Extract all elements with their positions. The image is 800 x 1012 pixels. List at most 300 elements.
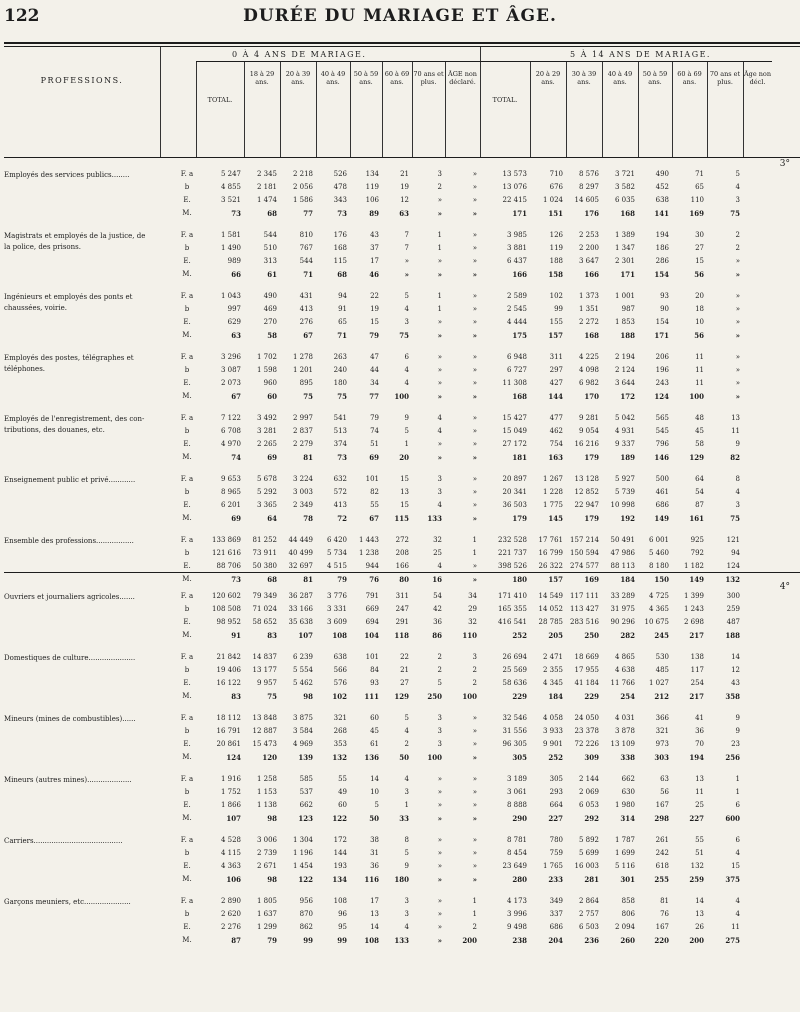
profession-label: Carriers........................................: [4, 837, 123, 845]
table-cell: 9: [404, 862, 409, 870]
table-cell: 1 043: [220, 292, 241, 300]
table-cell: 98: [303, 692, 313, 701]
table-cell: 669: [365, 605, 379, 613]
table-cell: 232 528: [498, 536, 527, 544]
table-cell: 416 541: [498, 618, 527, 626]
row-kind: F. a: [180, 897, 194, 905]
table-cell: 63: [231, 331, 241, 340]
table-cell: 4 855: [220, 183, 241, 191]
table-cell: 168: [620, 209, 635, 218]
table-cell: 5 116: [614, 862, 635, 870]
column-tick: [743, 150, 744, 157]
table-cell: 3 776: [326, 592, 347, 600]
section-marker-3: 3°: [779, 159, 790, 169]
table-cell: 154: [654, 270, 669, 279]
table-cell: 4 115: [220, 849, 241, 857]
table-cell: 6 239: [292, 653, 313, 661]
table-cell: 710: [549, 170, 563, 178]
table-cell: 5 699: [578, 849, 599, 857]
table-cell: 19: [370, 305, 379, 313]
table-cell: 2 471: [542, 653, 563, 661]
table-cell: 4: [404, 379, 409, 387]
column-tick: [350, 150, 351, 157]
column-tick: [638, 150, 639, 157]
row-kind: b: [184, 605, 190, 613]
table-cell: 26 322: [538, 562, 563, 570]
column-header: Âge non décl.: [743, 70, 772, 86]
table-cell: 171 410: [498, 592, 527, 600]
table-cell: »: [437, 209, 442, 218]
table-cell: 124: [226, 753, 241, 762]
table-cell: 252: [548, 753, 563, 762]
table-cell: 5 042: [614, 414, 635, 422]
table-cell: 79: [267, 936, 277, 945]
table-cell: 138: [690, 653, 704, 661]
table-cell: »: [437, 814, 442, 823]
table-cell: 167: [655, 923, 669, 931]
table-cell: »: [472, 514, 477, 523]
table-cell: 75: [337, 392, 347, 401]
table-cell: 15 049: [502, 427, 527, 435]
table-cell: 157 214: [570, 536, 599, 544]
table-cell: 61: [267, 270, 277, 279]
table-cell: 48: [695, 414, 704, 422]
table-cell: 686: [549, 923, 563, 931]
table-cell: 100: [427, 753, 442, 762]
table-cell: 136: [364, 753, 379, 762]
table-cell: 2 355: [542, 666, 563, 674]
table-cell: 70: [695, 740, 704, 748]
table-cell: 987: [621, 305, 635, 313]
table-cell: »: [472, 453, 477, 462]
table-cell: 73: [337, 453, 347, 462]
table-cell: 461: [655, 488, 669, 496]
table-cell: 13 076: [502, 183, 527, 191]
table-cell: 541: [333, 414, 347, 422]
table-cell: 1 490: [220, 244, 241, 252]
table-cell: 66: [231, 270, 241, 279]
table-cell: 4: [404, 923, 409, 931]
table-cell: 4 345: [542, 679, 563, 687]
table-cell: 65: [338, 318, 347, 326]
table-cell: 4 970: [220, 440, 241, 448]
table-cell: 3 878: [614, 727, 635, 735]
table-cell: 4: [404, 775, 409, 783]
table-cell: 64: [267, 514, 277, 523]
row-kind: F. a: [180, 836, 194, 844]
table-cell: 2 253: [578, 231, 599, 239]
table-cell: »: [437, 453, 442, 462]
column-tick: [196, 150, 197, 157]
table-cell: »: [472, 836, 477, 844]
table-cell: 36: [433, 618, 442, 626]
table-cell: 186: [655, 244, 669, 252]
table-cell: 250: [427, 692, 442, 701]
table-cell: 2 124: [614, 366, 635, 374]
table-cell: 1: [472, 897, 477, 905]
table-cell: 188: [620, 331, 635, 340]
table-cell: 353: [333, 740, 347, 748]
table-cell: 13 109: [610, 740, 635, 748]
table-cell: 79 349: [252, 592, 277, 600]
table-cell: 5: [404, 427, 409, 435]
column-header: TOTAL.: [207, 96, 233, 104]
table-cell: 3 875: [292, 714, 313, 722]
table-cell: 478: [333, 183, 347, 191]
table-cell: 24 050: [574, 714, 599, 722]
table-cell: 107: [226, 814, 241, 823]
table-cell: 118: [394, 631, 409, 640]
table-cell: 321: [655, 727, 669, 735]
table-cell: 6 053: [578, 801, 599, 809]
table-cell: 9 281: [578, 414, 599, 422]
table-cell: 1: [735, 788, 740, 796]
table-cell: 989: [227, 257, 241, 265]
table-cell: 13 177: [252, 666, 277, 674]
table-cell: 6 948: [506, 353, 527, 361]
table-cell: 171: [620, 270, 635, 279]
table-cell: 1 243: [683, 605, 704, 613]
table-cell: 4: [735, 897, 740, 905]
table-cell: »: [437, 836, 442, 844]
table-cell: 1 399: [683, 592, 704, 600]
table-cell: 11: [731, 923, 740, 931]
table-cell: 3: [735, 196, 740, 204]
table-cell: 150: [654, 575, 669, 584]
table-cell: 3 933: [542, 727, 563, 735]
table-cell: 32 546: [502, 714, 527, 722]
table-cell: 15 427: [502, 414, 527, 422]
column-tick: [316, 150, 317, 157]
table-cell: »: [437, 775, 442, 783]
table-cell: »: [472, 488, 477, 496]
table-cell: 4: [404, 727, 409, 735]
table-cell: 69: [267, 453, 277, 462]
table-cell: 8: [404, 836, 409, 844]
table-cell: »: [472, 196, 477, 204]
table-cell: 27 172: [502, 440, 527, 448]
table-cell: 15: [731, 862, 740, 870]
table-cell: 544: [263, 231, 277, 239]
table-cell: 51: [695, 849, 704, 857]
section-marker-4: 4°: [779, 582, 790, 592]
table-cell: 526: [333, 170, 347, 178]
table-cell: 349: [549, 897, 563, 905]
table-cell: 1 024: [542, 196, 563, 204]
table-cell: 490: [263, 292, 277, 300]
table-cell: 3 985: [506, 231, 527, 239]
table-cell: 358: [725, 692, 740, 701]
table-cell: 25 569: [502, 666, 527, 674]
table-cell: »: [472, 379, 477, 387]
section-title-0-4: 0 À 4 ANS DE MARIAGE.: [232, 50, 367, 59]
table-cell: 31 975: [610, 605, 635, 613]
table-cell: 1 474: [256, 196, 277, 204]
table-cell: 22 947: [574, 501, 599, 509]
table-cell: 240: [333, 366, 347, 374]
table-cell: 212: [654, 692, 669, 701]
table-cell: »: [437, 788, 442, 796]
profession-label: Ouvriers et journaliers agricoles.......: [4, 593, 135, 601]
table-cell: 17 761: [538, 536, 563, 544]
table-cell: »: [472, 209, 477, 218]
table-cell: 12 887: [252, 727, 277, 735]
profession-label: Employés des postes, télégraphes et: [4, 354, 134, 362]
table-cell: 791: [365, 592, 379, 600]
table-cell: 600: [725, 814, 740, 823]
table-cell: 41 184: [574, 679, 599, 687]
table-cell: 2: [404, 740, 409, 748]
table-cell: 4: [735, 488, 740, 496]
table-cell: 243: [655, 379, 669, 387]
table-cell: 629: [227, 318, 241, 326]
column-header: 30 à 39 ans.: [571, 70, 597, 86]
table-cell: »: [437, 366, 442, 374]
table-cell: 500: [655, 475, 669, 483]
table-cell: 8 180: [648, 562, 669, 570]
table-cell: 76: [660, 910, 669, 918]
table-cell: 9 957: [256, 679, 277, 687]
table-cell: 110: [690, 196, 704, 204]
table-cell: 5 734: [326, 549, 347, 557]
table-cell: 184: [620, 575, 635, 584]
row-kind: F. a: [180, 714, 194, 722]
table-cell: 301: [620, 875, 635, 884]
table-cell: »: [735, 318, 740, 326]
table-cell: 179: [512, 514, 527, 523]
table-cell: 366: [655, 714, 669, 722]
table-cell: 79: [337, 575, 347, 584]
row-kind: b: [184, 788, 190, 796]
row-kind: F. a: [180, 292, 194, 300]
table-cell: 120 602: [212, 592, 241, 600]
table-cell: »: [472, 440, 477, 448]
table-cell: 2: [472, 923, 477, 931]
table-cell: 99: [554, 305, 563, 313]
column-tick: [672, 150, 673, 157]
table-cell: 10 675: [644, 618, 669, 626]
table-cell: 290: [512, 814, 527, 823]
table-cell: 2 144: [578, 775, 599, 783]
table-cell: 298: [654, 814, 669, 823]
row-kind: M.: [182, 331, 192, 339]
table-cell: 221 737: [498, 549, 527, 557]
table-cell: 101: [365, 475, 379, 483]
table-cell: 3: [437, 740, 442, 748]
table-cell: 179: [584, 453, 599, 462]
top-rule-thick: [4, 42, 800, 44]
table-cell: 60: [267, 392, 277, 401]
table-cell: 54: [433, 592, 442, 600]
row-kind: F. a: [180, 414, 194, 422]
table-cell: »: [472, 231, 477, 239]
table-cell: 79: [369, 331, 379, 340]
table-cell: 107: [298, 631, 313, 640]
table-cell: »: [472, 366, 477, 374]
table-cell: 1 267: [542, 475, 563, 483]
table-cell: 810: [299, 231, 313, 239]
table-cell: 96 305: [502, 740, 527, 748]
table-cell: 25: [433, 549, 442, 557]
table-cell: 8: [735, 475, 740, 483]
table-cell: 104: [364, 631, 379, 640]
table-cell: 133: [427, 514, 442, 523]
row-kind: E.: [183, 618, 191, 626]
table-cell: 1 775: [542, 501, 563, 509]
table-cell: 20 341: [502, 488, 527, 496]
table-cell: 5 892: [578, 836, 599, 844]
table-cell: 6 201: [220, 501, 241, 509]
table-cell: 25: [695, 801, 704, 809]
table-cell: »: [437, 379, 442, 387]
table-cell: 4 865: [614, 653, 635, 661]
table-cell: 1: [437, 244, 442, 252]
table-cell: 77: [303, 209, 313, 218]
table-cell: 1 278: [292, 353, 313, 361]
table-cell: 122: [332, 814, 347, 823]
table-cell: 238: [512, 936, 527, 945]
table-cell: 22: [370, 292, 379, 300]
table-cell: 6 420: [326, 536, 347, 544]
table-cell: 166: [395, 562, 409, 570]
table-cell: 79: [370, 414, 379, 422]
row-kind: M.: [182, 692, 192, 700]
table-cell: 58 652: [252, 618, 277, 626]
table-cell: 204: [548, 936, 563, 945]
table-cell: 116: [364, 875, 379, 884]
row-kind: E.: [183, 801, 191, 809]
table-cell: 259: [689, 875, 704, 884]
table-cell: 108: [364, 936, 379, 945]
table-cell: 513: [333, 427, 347, 435]
table-cell: 255: [654, 875, 669, 884]
column-header: 40 à 49 ans.: [607, 70, 633, 86]
table-cell: 60: [370, 714, 379, 722]
table-cell: »: [437, 196, 442, 204]
table-cell: 98: [267, 814, 277, 823]
row-kind: E.: [183, 440, 191, 448]
table-cell: 343: [333, 196, 347, 204]
row-kind: F. a: [180, 536, 194, 544]
table-cell: 9: [735, 727, 740, 735]
table-cell: 1 443: [358, 536, 379, 544]
table-cell: 83: [231, 692, 241, 701]
table-cell: 55: [338, 775, 347, 783]
table-cell: 270: [263, 318, 277, 326]
table-cell: 632: [333, 475, 347, 483]
table-cell: 242: [655, 849, 669, 857]
table-cell: 31: [370, 849, 379, 857]
table-cell: 286: [655, 257, 669, 265]
table-cell: 256: [725, 753, 740, 762]
table-cell: 200: [689, 936, 704, 945]
table-cell: 20: [695, 292, 704, 300]
table-cell: 462: [549, 427, 563, 435]
table-cell: 34: [370, 379, 379, 387]
top-rule-thin: [4, 46, 800, 47]
table-cell: 1 153: [256, 788, 277, 796]
table-cell: 3 061: [506, 788, 527, 796]
table-cell: 9 337: [614, 440, 635, 448]
table-cell: 67: [231, 392, 241, 401]
table-cell: 895: [299, 379, 313, 387]
column-tick: [602, 150, 603, 157]
table-cell: 274 577: [570, 562, 599, 570]
table-cell: 45: [370, 727, 379, 735]
table-cell: 452: [655, 183, 669, 191]
table-cell: 2 218: [292, 170, 313, 178]
row-kind: E.: [183, 562, 191, 570]
table-cell: 4: [437, 501, 442, 509]
table-cell: 8 576: [578, 170, 599, 178]
table-cell: 169: [689, 209, 704, 218]
table-cell: 188: [725, 631, 740, 640]
table-cell: 1 304: [292, 836, 313, 844]
table-cell: 217: [689, 692, 704, 701]
table-cell: 14: [731, 653, 740, 661]
table-cell: 1 765: [542, 862, 563, 870]
table-cell: 8 965: [220, 488, 241, 496]
table-cell: 56: [660, 788, 669, 796]
column-header: 20 à 39 ans.: [285, 70, 311, 86]
table-cell: »: [472, 501, 477, 509]
table-cell: 73: [231, 209, 241, 218]
row-kind: b: [184, 488, 190, 496]
table-cell: »: [472, 801, 477, 809]
table-cell: 1 373: [578, 292, 599, 300]
table-cell: 2 069: [578, 788, 599, 796]
table-cell: 3: [437, 170, 442, 178]
table-cell: 3 296: [220, 353, 241, 361]
table-cell: 11: [695, 366, 704, 374]
table-cell: 3 881: [506, 244, 527, 252]
table-cell: 188: [549, 257, 563, 265]
table-cell: 37: [370, 244, 379, 252]
table-cell: 375: [725, 875, 740, 884]
table-cell: 40 499: [288, 549, 313, 557]
table-cell: 15: [400, 475, 409, 483]
table-cell: 14: [695, 897, 704, 905]
table-cell: 65: [695, 183, 704, 191]
block-separator: [4, 572, 800, 573]
table-cell: 50: [399, 753, 409, 762]
row-kind: M.: [182, 575, 192, 583]
column-tick: [382, 150, 383, 157]
table-cell: »: [472, 427, 477, 435]
table-cell: 167: [655, 801, 669, 809]
table-cell: 3: [437, 488, 442, 496]
table-cell: 9 498: [506, 923, 527, 931]
table-cell: 19: [400, 183, 409, 191]
table-cell: 56: [694, 331, 704, 340]
table-cell: 293: [549, 788, 563, 796]
table-cell: 1 702: [256, 353, 277, 361]
table-cell: »: [472, 562, 477, 570]
table-cell: 220: [654, 936, 669, 945]
table-cell: 93: [370, 679, 379, 687]
table-cell: 1 787: [614, 836, 635, 844]
profession-label: Ingénieurs et employés des ponts et: [4, 293, 133, 301]
table-cell: 78: [303, 514, 313, 523]
table-cell: 81: [660, 897, 669, 905]
table-cell: »: [735, 392, 740, 401]
table-cell: 75: [303, 392, 313, 401]
table-cell: 28 785: [538, 618, 563, 626]
table-cell: 413: [333, 501, 347, 509]
table-cell: 565: [655, 414, 669, 422]
table-cell: 3 006: [256, 836, 277, 844]
table-cell: 106: [365, 196, 379, 204]
